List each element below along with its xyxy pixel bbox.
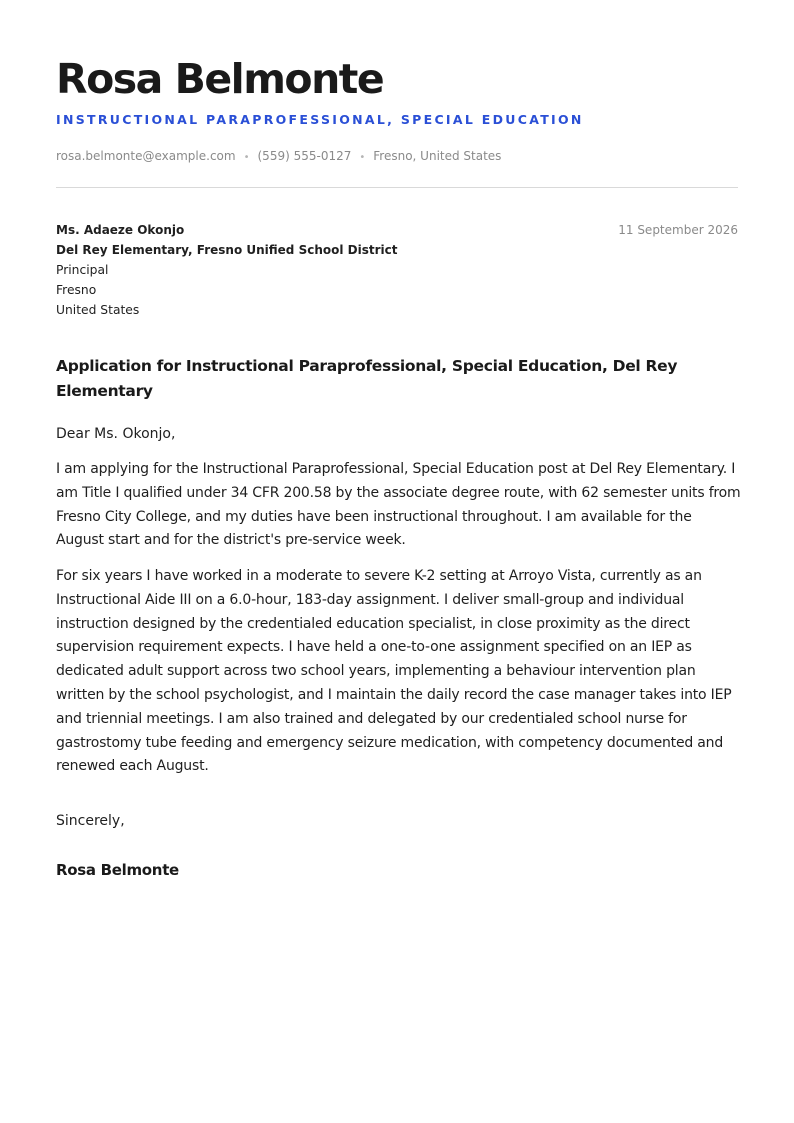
contact-email: rosa.belmonte@example.com	[56, 149, 236, 163]
applicant-name: Rosa Belmonte	[56, 55, 384, 103]
contact-separator: •	[243, 152, 250, 163]
recipient-block	[56, 220, 398, 320]
letter-closing: Sincerely,	[56, 813, 125, 829]
recipient-role: Principal	[56, 263, 109, 277]
recipient-name: Ms. Adaeze Okonjo	[56, 223, 185, 237]
contact-location: Fresno, United States	[373, 149, 502, 163]
letter-signature: Rosa Belmonte	[56, 861, 179, 879]
recipient-city: Fresno	[56, 283, 97, 297]
contact-line	[56, 147, 501, 167]
recipient-country: United States	[56, 303, 140, 317]
body-paragraph: For six years I have worked in a moderate to severe K-2 setting at Arroyo Vista, currently as an Instructional Aide III on a 6.0-hour, 183-day assignment. I deliver small-group and individual instruction designed by the credentialed education specialist, in close proximity as the direct supervision requirement expects. I have held a one-to-one assignment specified on an IEP as dedicated adult support across two school years, implementing a behaviour intervention plan written by the school psychologist, and I maintain the daily record the case manager takes into IEP and triennial meetings. I am also trained and delegated by our credentialed school nurse for gastrostomy tube feeding and emergency seizure medication, with competency documented and renewed each August.	[56, 568, 732, 775]
applicant-job-title: INSTRUCTIONAL PARAPROFESSIONAL, SPECIAL EDUCATION	[56, 112, 584, 127]
contact-separator: •	[359, 152, 366, 163]
letter-salutation: Dear Ms. Okonjo,	[56, 426, 176, 442]
body-paragraph: I am applying for the Instructional Paraprofessional, Special Education post at Del Rey Elementary. I am Title I qualified under 34 CFR 200.58 by the associate degree route, with 62 semester units from Fresno City College, and my duties have been instructional throughout. I am available for the August start and for the district's pre-service week.	[56, 461, 741, 549]
contact-phone: (559) 555-0127	[257, 149, 352, 163]
letter-subject: Application for Instructional Paraprofessional, Special Education, Del Rey Elementary	[56, 357, 678, 400]
recipient-organization: Del Rey Elementary, Fresno Unified School District	[56, 243, 398, 257]
letter-date: 11 September 2026	[618, 223, 738, 237]
header-divider	[56, 187, 738, 188]
